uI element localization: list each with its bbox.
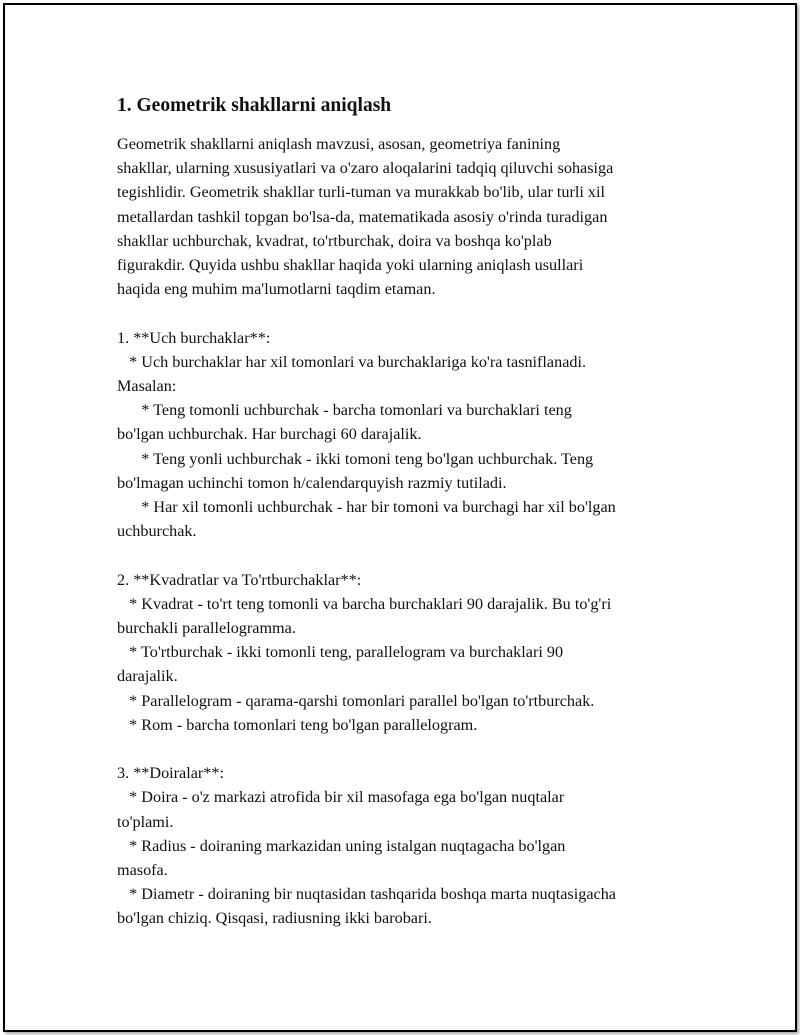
paragraph-gap (117, 301, 697, 325)
text-line: Masalan: (117, 377, 177, 396)
text-line: bo'lgan uchburchak. Har burchagi 60 darajalik. (117, 425, 422, 444)
text-line: shakllar uchburchak, kvadrat, to'rtburchak, doira va boshqa ko'plab (117, 231, 552, 250)
section-quadrilaterals (117, 568, 697, 737)
list-item: * Har xil tomonli uchburchak - har bir tomoni va burchagi har xil bo'lgan (117, 498, 616, 517)
section-circles (117, 761, 697, 930)
list-item: * Doira - o'z markazi atrofida bir xil masofaga ega bo'lgan nuqtalar (117, 788, 565, 807)
document-content (117, 94, 697, 931)
text-line: bo'lgan chiziq. Qisqasi, radiusning ikki barobari. (117, 909, 432, 928)
text-line: to'plami. (117, 812, 174, 831)
section-triangles (117, 326, 697, 544)
paragraph-gap (117, 737, 697, 761)
text-line: bo'lmagan uchinchi tomon h/calendarquyish razmiy tutiladi. (117, 473, 507, 492)
text-line: darajalik. (117, 667, 178, 686)
list-item: * To'rtburchak - ikki tomonli teng, parallelogram va burchaklari 90 (117, 643, 564, 662)
text-line: metallardan tashkil topgan bo'lsa-da, matematikada asosiy o'rinda turadigan (117, 207, 608, 226)
intro-paragraph (117, 132, 697, 301)
list-item: * Radius - doiraning markazidan uning istalgan nuqtagacha bo'lgan (117, 836, 566, 855)
list-item: * Uch burchaklar har xil tomonlari va burchaklariga ko'ra tasniflanadi. (117, 352, 587, 371)
paragraph-gap (117, 543, 697, 567)
text-line: Geometrik shakllarni aniqlash mavzusi, asosan, geometriya fanining (117, 135, 561, 153)
list-item: * Parallelogram - qarama-qarshi tomonlari parallel bo'lgan to'rtburchak. (117, 691, 595, 710)
list-item: * Teng yonli uchburchak - ikki tomoni teng bo'lgan uchburchak. Teng (117, 449, 594, 468)
text-line: figurakdir. Quyida ushbu shakllar haqida yoki ularning aniqlash usullari (117, 256, 584, 275)
text-line: tegishlidir. Geometrik shakllar turli-tuman va murakkab bo'lib, ular turli xil (117, 183, 605, 202)
text-line: burchakli parallelogramma. (117, 619, 296, 638)
section-title: 3. **Doiralar**: (117, 764, 224, 783)
text-line: shakllar, ularning xususiyatlari va o'zaro aloqalarini tadqiq qiluvchi sohasiga (117, 159, 614, 178)
document-heading: 1. Geometrik shakllarni aniqlash (117, 95, 392, 116)
section-title: 2. **Kvadratlar va To'rtburchaklar**: (117, 570, 362, 589)
text-line: uchburchak. (117, 522, 197, 541)
text-line: masofa. (117, 861, 168, 880)
list-item: * Teng tomonli uchburchak - barcha tomonlari va burchaklari teng (117, 401, 572, 420)
list-item: * Rom - barcha tomonlari teng bo'lgan parallelogram. (117, 715, 478, 734)
section-title: 1. **Uch burchaklar**: (117, 328, 271, 347)
text-line: haqida eng muhim ma'lumotlarni taqdim etaman. (117, 280, 436, 299)
list-item: * Kvadrat - to'rt teng tomonli va barcha burchaklari 90 darajalik. Bu to'g'ri (117, 594, 612, 613)
list-item: * Diametr - doiraning bir nuqtasidan tashqarida boshqa marta nuqtasigacha (117, 885, 616, 904)
